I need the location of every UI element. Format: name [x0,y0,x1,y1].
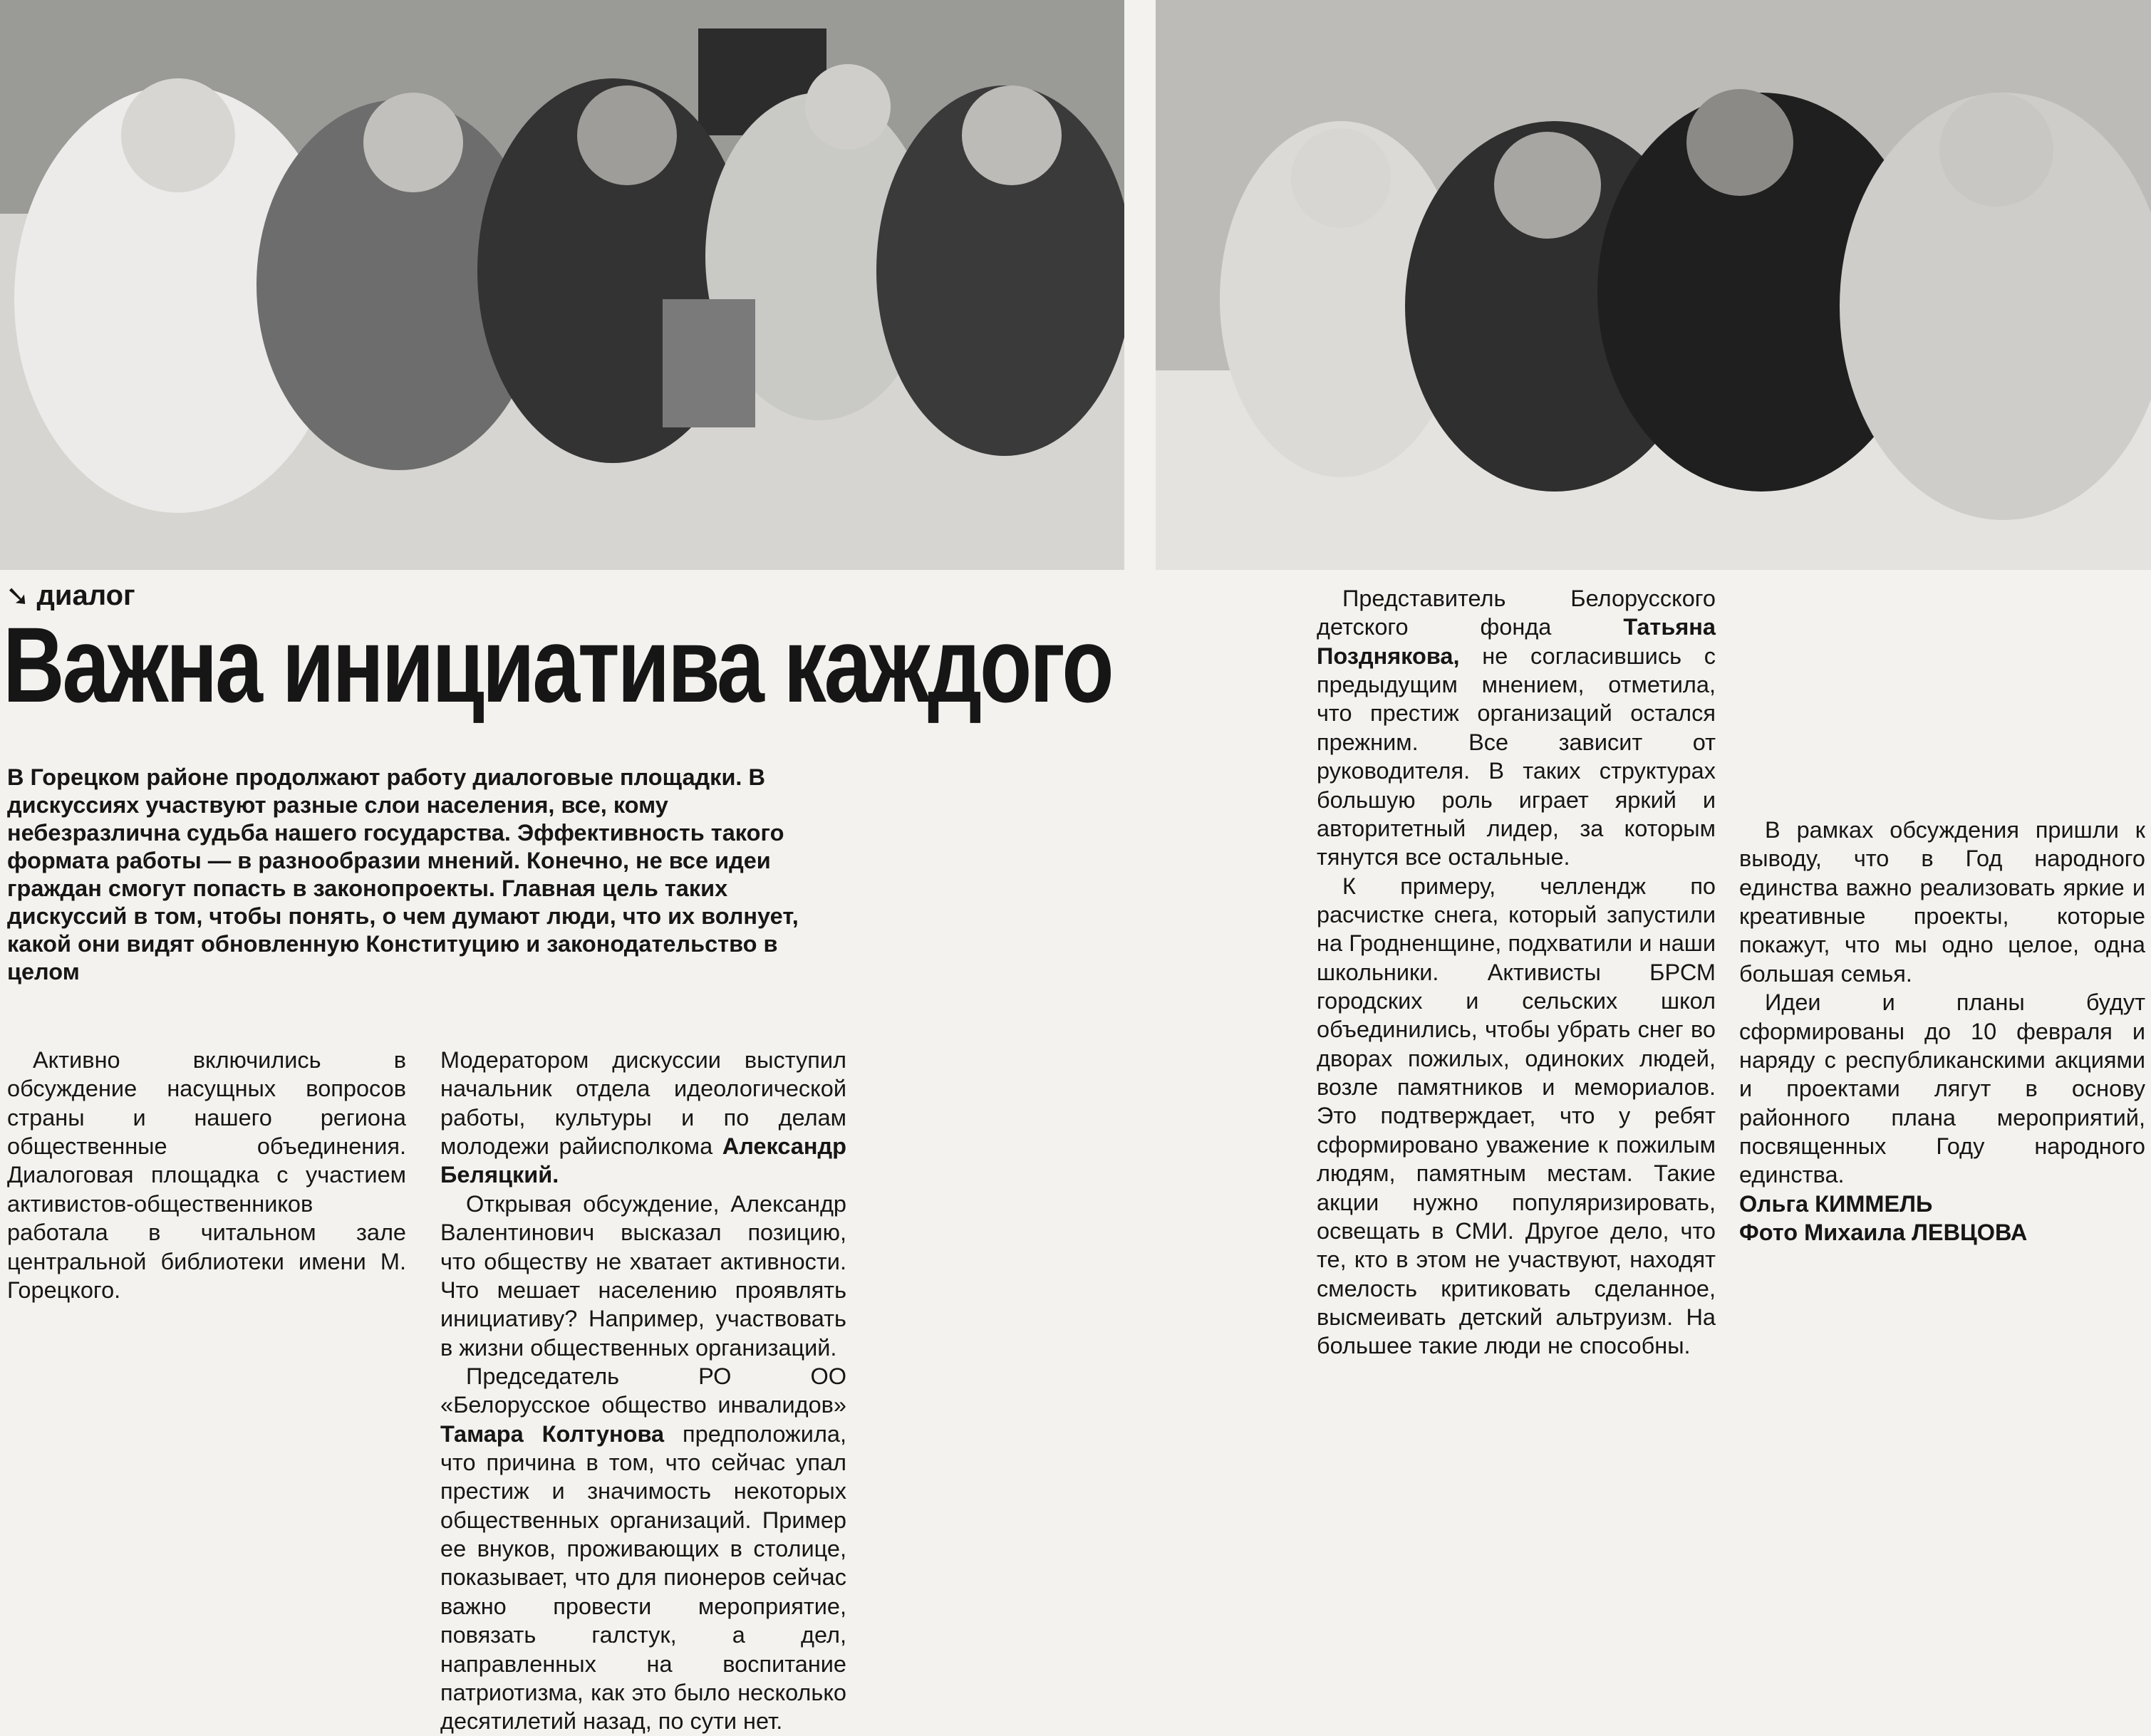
col1-paragraph: Активно включились в обсуждение насущных вопросов страны и нашего региона общественные объединения. Диалоговая площадка с участием активистов-общественников работала в читальном зале центральной библиотеки имени М. Горецкого. [7,1047,406,1303]
photo-credit: Фото Михаила ЛЕВЦОВА [1739,1220,2028,1246]
name-koltunova: Тамара Колтунова [440,1420,665,1447]
lead-paragraph: В Горецком районе продолжают работу диалоговые площадки. В дискуссиях участвуют разные слои населения, все, кому небезразлична судьба нашего государства. Эффективность такого формата работы — в разнообразии мнений. Конечно, не все идеи граждан смогут попасть в законопроекты. Главная цель таких дискуссий в том, чтобы понять, о чем думают люди, что их волнует, какой они видят обновленную Конституцию и законодательство в целом [7,764,799,984]
col4-paragraph-1: В рамках обсуждения пришли к выводу, что в Год народного единства важно реализовать яркие и креативные проекты, которые покажут, что мы одно целое, одна большая семья. [1739,817,2145,987]
column-5 [1739,811,2145,1247]
photo-left-discussion [0,0,1124,570]
headline: Важна инициатива каждого [3,605,1112,724]
col3-paragraph-2: К примеру, челлендж по расчистке снега, который запустили на Гродненщине, подхватили и наши школьники. Активисты БРСМ городских и сельских школ объединились, чтобы убрать снег во дворах пожилых, одиноких людей, возле памятников и мемориалов. Это подтверждает, что у ребят сформировано уважение к пожилым людям, памятным местам. Такие акции нужно популяризировать, освещать в СМИ. Другое дело, что те, кто в этом не участвуют, находят смелость критиковать сделанное, высмеивать детский альтруизм. На большее такие люди не способны. [1317,873,1716,1359]
rubric-label: диалог [36,580,135,611]
author: Ольга КИММЕЛЬ [1739,1190,1933,1217]
column-3-text [1317,584,1716,1361]
column-2 [440,1046,846,1736]
photo-right-discussion [1156,0,2151,570]
col4-paragraph-2: Идеи и планы будут сформированы до 10 февраля и наряду с республиканскими акциями и проектами лягут в основу районного плана мероприятий, посвященных Году народного единства. [1739,989,2145,1188]
col3-paragraph-1: Представитель Белорусского детского фонда Татьяна Позднякова, не согласившись с предыдущим мнением, отметила, что престиж организаций остался прежним. Все зависит от руководителя. В таких структурах большую роль играет яркий и авторитетный лидер, за которым тянутся все остальные. [1317,586,1716,870]
name-beliatsky: Александр Беляцкий. [440,1133,846,1188]
col2-paragraph-2: Открывая обсуждение, Александр Валентинович высказал позицию, что обществу не хватает активности. Что мешает населению проявлять инициативу? Например, участвовать в жизни общественных организаций. [440,1190,846,1361]
col2-paragraph-3: Председатель РО ОО «Белорусское общество инвалидов» Тамара Колтунова предположила, что причина в том, что сейчас упал престиж и значимость некоторых общественных организаций. Пример ее внуков, проживающих в столице, показывает, что для пионеров сейчас важно провести мероприятие, повязать галстук, а дел, направленных на воспитание патриотизма, как это было несколько десятилетий назад, по сути нет. [440,1363,847,1735]
column-1 [7,1046,406,1304]
name-pozdniakova: Татьяна Позднякова, [1317,614,1716,669]
arrow-down-right-icon: ➘ [6,580,30,612]
col2-paragraph-1: Модератором дискуссии выступил начальник отдела идеологической работы, культуры и по делам молодежи райисполкома Александр Беляцкий. [440,1047,846,1188]
